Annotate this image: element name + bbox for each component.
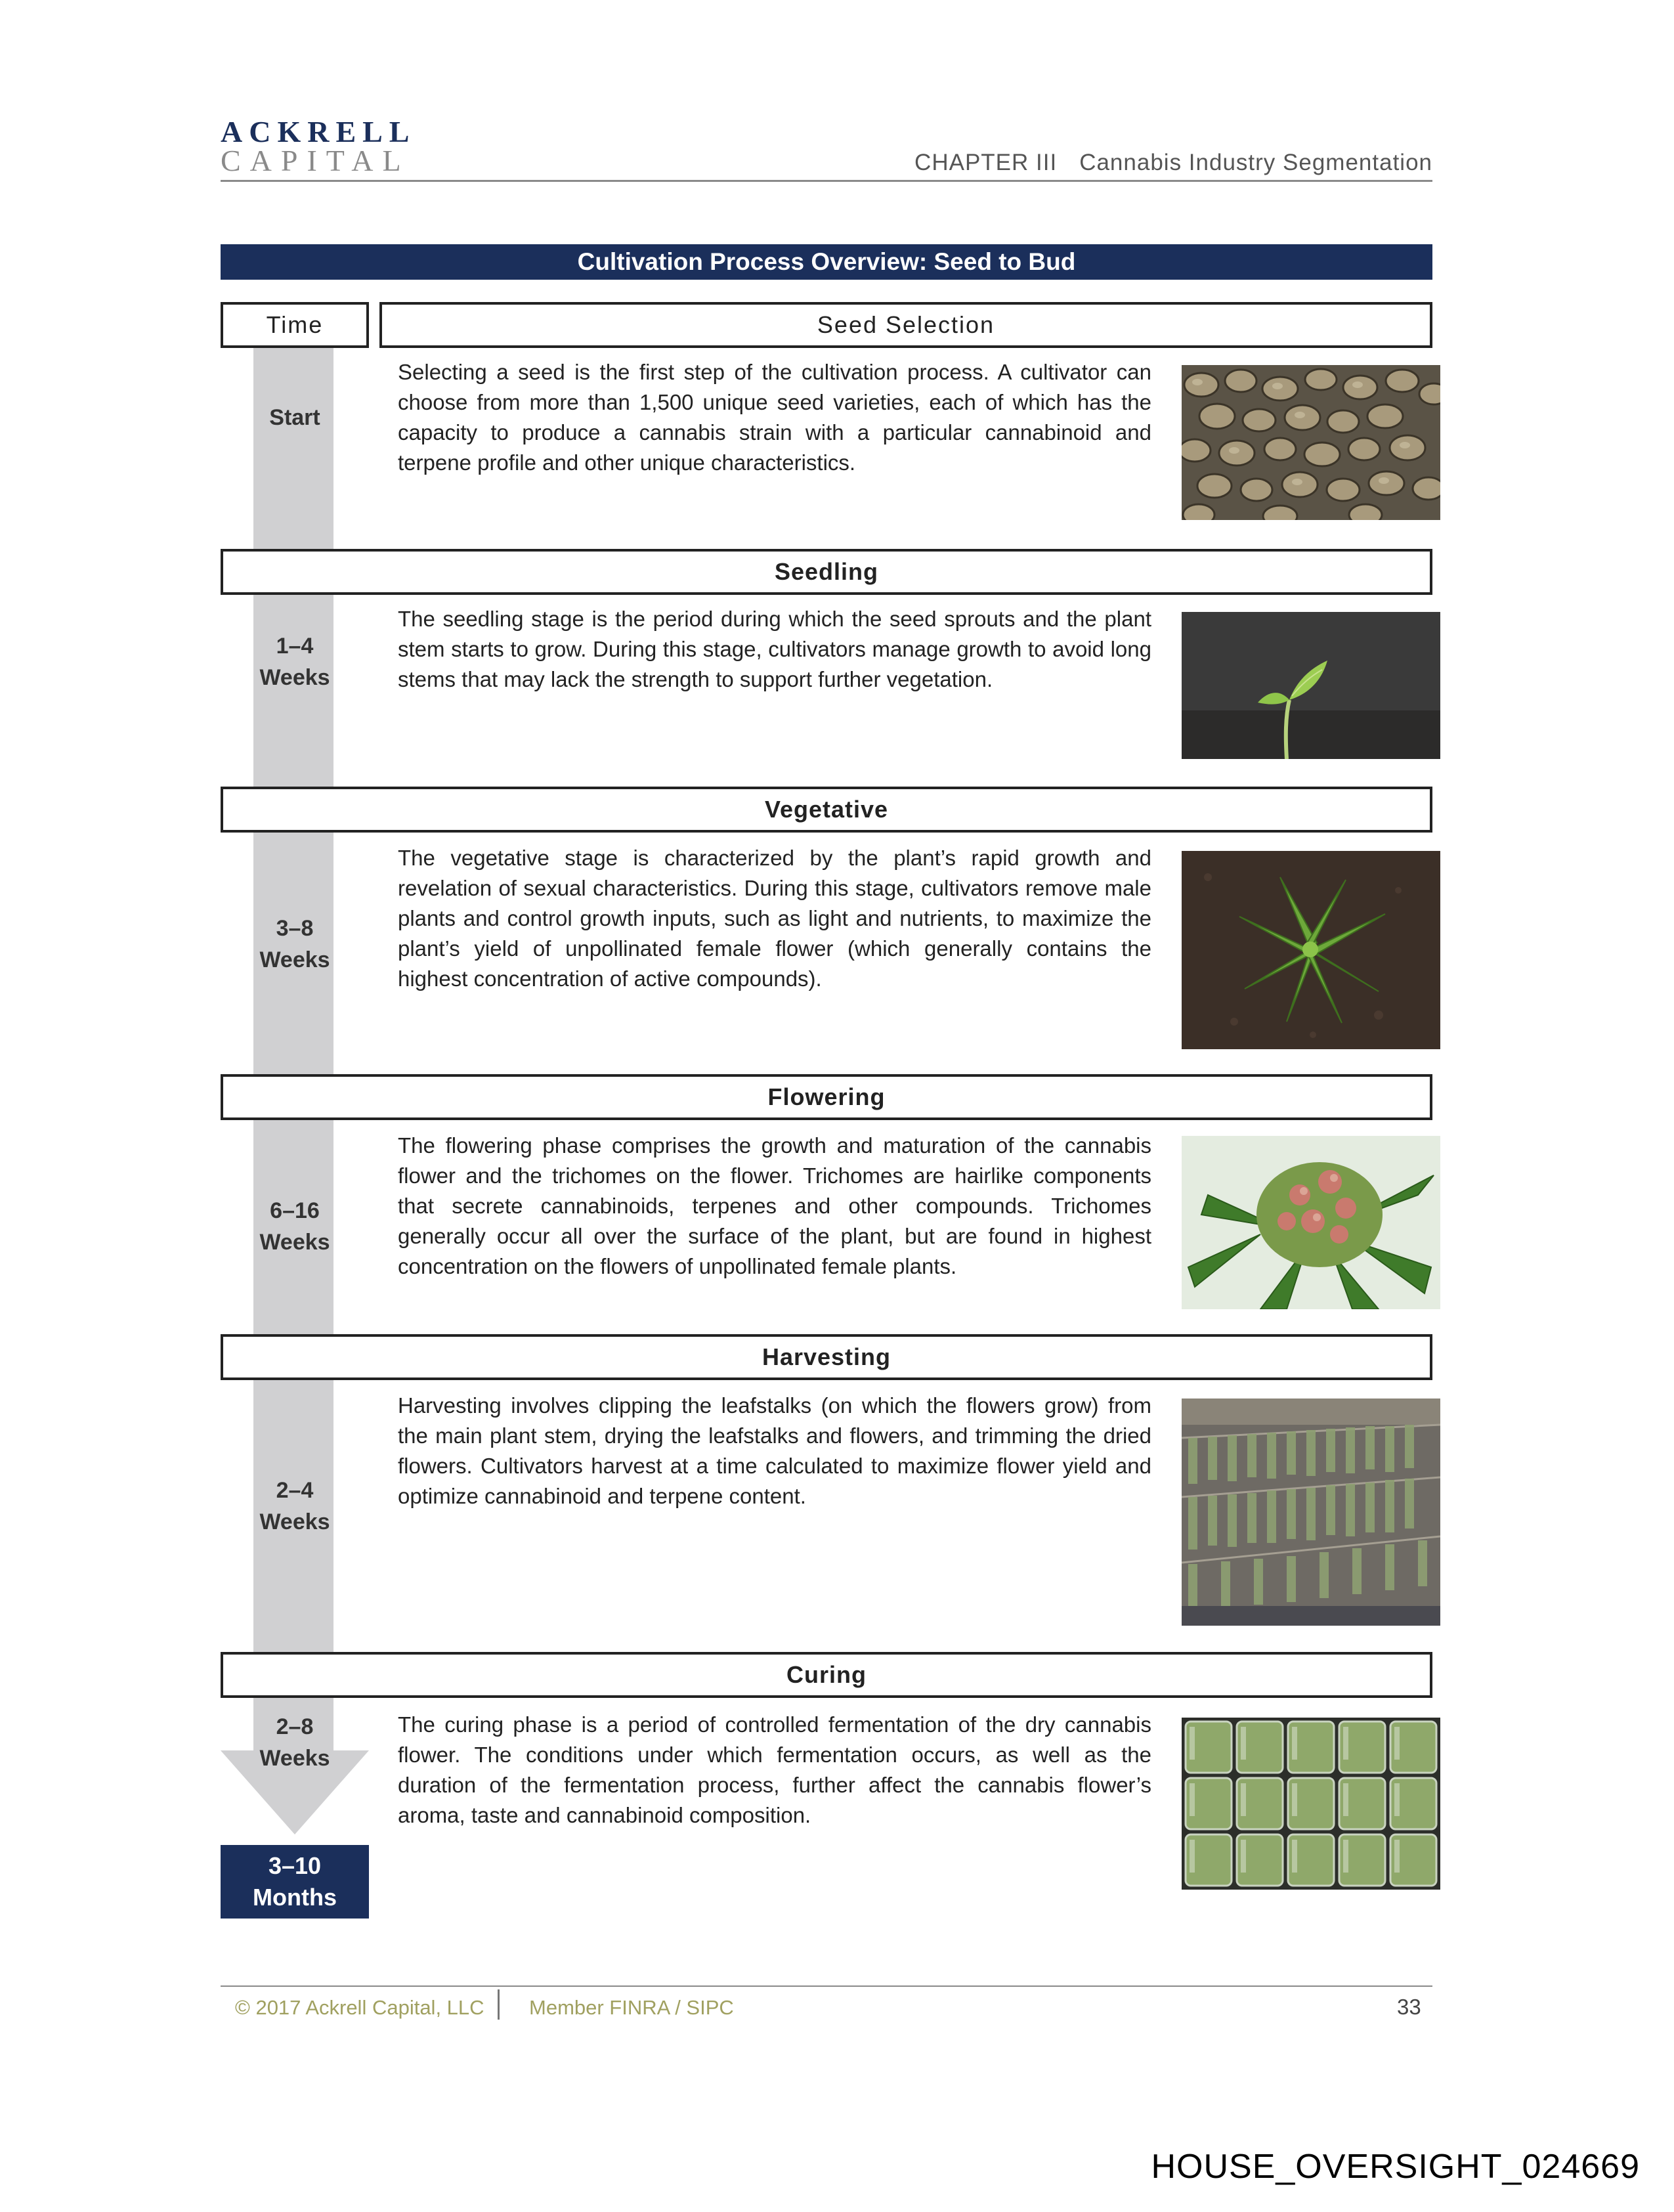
time-label-flowering	[221, 1195, 369, 1258]
time-label-curing-line1: 2–8	[276, 1714, 314, 1739]
stage-description-seedling: The seedling stage is the period during which the seed sprouts and the plant stem starts to grow. During this stage, cultivators manage growth to avoid long stems that may lack the strength to support further vegetation.	[398, 607, 1151, 691]
chapter-number: CHAPTER III	[914, 150, 1058, 175]
time-label-seedling-line1: 1–4	[276, 634, 314, 659]
stage-description-curing: The curing phase is a period of controlled fermentation of the dry cannabis flower. The conditions under which fermentation occurs, as well as the duration of the fermentation process, further affect the cannabis flower’s aroma, taste and cannabinoid composition.	[398, 1712, 1151, 1827]
time-label-seed	[221, 402, 369, 433]
time-label-vegetative	[221, 913, 369, 976]
time-label-harvesting-line2: Weeks	[259, 1509, 330, 1534]
page-title: Cultivation Process Overview: Seed to Bud	[221, 244, 1432, 280]
logo-capital: CAPITAL	[221, 144, 410, 177]
logo-ackrell: ACKRELL	[221, 115, 416, 148]
time-label-curing	[221, 1711, 369, 1774]
time-label-harvesting	[221, 1475, 369, 1538]
stage-description-seed-selection: Selecting a seed is the first step of the cultivation process. A cultivator can choose from more than 1,500 unique seed varieties, each of which has the capacity to produce a cannabis strain with a particular cannabinoid and terpene profile and other unique characteristics.	[398, 360, 1151, 475]
bates-stamp: HOUSE_OVERSIGHT_024669	[1151, 2148, 1640, 2186]
time-label-flowering-line1: 6–16	[270, 1198, 320, 1223]
curing-jars-photo	[1182, 1718, 1440, 1890]
time-label-curing-line2: Weeks	[259, 1746, 330, 1771]
stage-description-flowering: The flowering phase comprises the growth and maturation of the cannabis flower and the trichomes on the flower. Trichomes are hairlike components that secrete cannabinoids, terpenes and other compounds. Trichomes generally occur all over the surface of the plant, but are found in highest concentration on the flowers of unpollinated female plants.	[398, 1133, 1151, 1278]
page-number: 33	[1397, 1995, 1421, 2019]
time-label-harvesting-line1: 2–4	[276, 1478, 314, 1503]
chapter-heading	[914, 150, 1432, 176]
total-duration-line1: 3–10	[268, 1852, 322, 1879]
total-duration-line2: Months	[253, 1884, 337, 1911]
flowering-bud-photo	[1182, 1136, 1440, 1309]
stage-title-vegetative: Vegetative	[221, 787, 1432, 833]
header-rule	[221, 180, 1432, 182]
footer-separator	[498, 1989, 500, 2020]
stage-title-seed-selection: Seed Selection	[379, 302, 1432, 348]
stage-title-harvesting: Harvesting	[221, 1334, 1432, 1380]
total-duration-badge	[221, 1845, 369, 1919]
stage-title-curing: Curing	[221, 1652, 1432, 1698]
footer-copyright: © 2017 Ackrell Capital, LLC	[235, 1996, 484, 2019]
stage-description-harvesting: Harvesting involves clipping the leafstalks (on which the flowers grow) from the main plant stem, drying the leafstalks and flowers, and trimming the dried flowers. Cultivators harvest at a time calculated to maximize flower yield and optimize cannabinoid and terpene content.	[398, 1393, 1151, 1508]
stage-title-seedling: Seedling	[221, 549, 1432, 595]
time-header: Time	[221, 302, 369, 348]
time-label-seed-line1: Start	[269, 405, 320, 430]
seedling-photo	[1182, 612, 1440, 759]
footer-member: Member FINRA / SIPC	[529, 1996, 734, 2019]
stage-title-flowering: Flowering	[221, 1074, 1432, 1120]
stage-description-vegetative: The vegetative stage is characterized by the plant’s rapid growth and revelation of sexual characteristics. During this stage, cultivators remove male plants and control growth inputs, such as light and nutrients, to maximize the plant’s yield of unpollinated female flower (which generally contains the highest concentration of active compounds).	[398, 846, 1151, 991]
time-label-flowering-line2: Weeks	[259, 1230, 330, 1255]
time-label-vegetative-line1: 3–8	[276, 916, 314, 941]
time-label-vegetative-line2: Weeks	[259, 947, 330, 972]
seeds-photo	[1182, 365, 1440, 520]
time-label-seedling-line2: Weeks	[259, 665, 330, 690]
footer-rule	[221, 1985, 1432, 1987]
chapter-section: Cannabis Industry Segmentation	[1079, 150, 1432, 175]
timeline-segment-seed	[253, 348, 333, 552]
time-label-seedling	[221, 630, 369, 693]
vegetative-plant-photo	[1182, 851, 1440, 1049]
harvesting-drying-photo	[1182, 1399, 1440, 1626]
